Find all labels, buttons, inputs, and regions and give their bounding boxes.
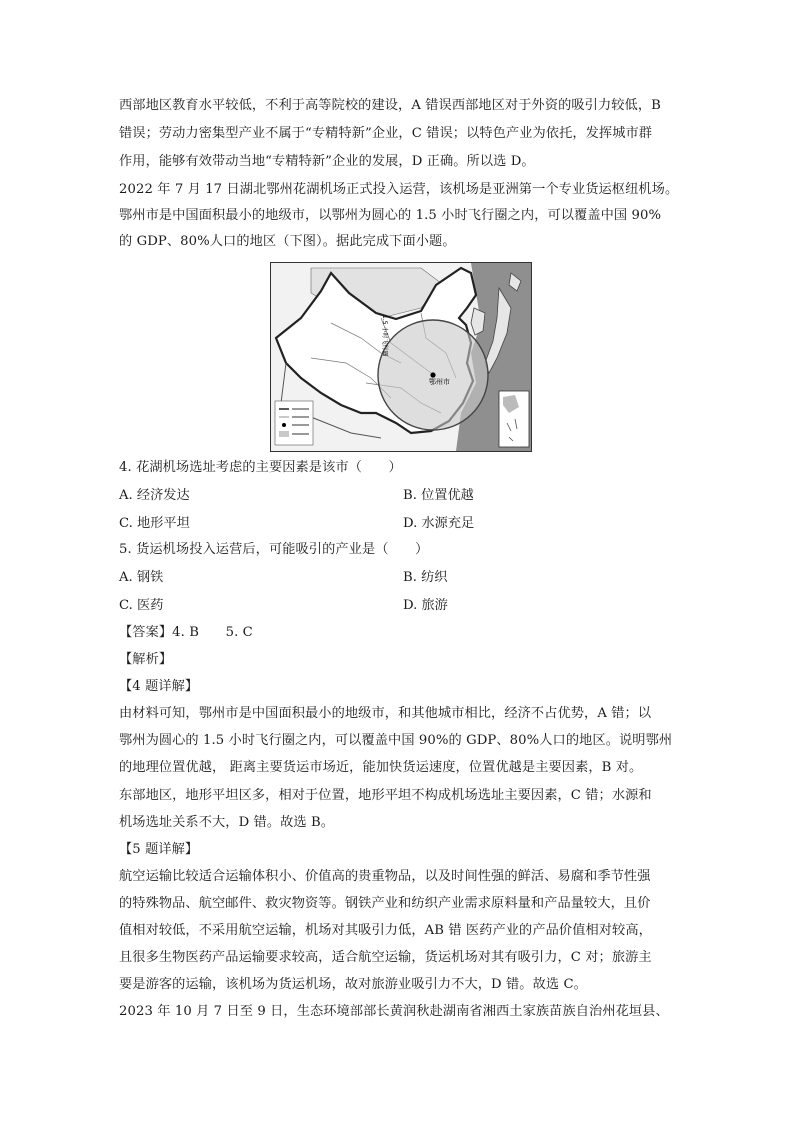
intro-line-1: 西部地区教育水平较低，不利于高等院校的建设，A 错误西部地区对于外资的吸引力较低，B — [119, 98, 661, 113]
detail-5-line-3: 值相对较低，不采用航空运输，机场对其吸引力低，AB 错 医药产业的产品价值相对较高， — [119, 923, 652, 938]
stem-line-3: 的 GDP、80%人口的地区（下图）。据此完成下面小题。 — [119, 234, 456, 249]
detail-4-line-4: 东部地区，地形平坦区多，相对于位置，地形平坦不构成机场选址主要因素，C 错；水源和 — [119, 788, 652, 803]
detail-5-line-5: 要是游客的运输，该机场为货运机场，故对旅游业吸引力不大，D 错。故选 C。 — [119, 977, 587, 992]
q4-option-c: C. 地形平坦 — [119, 516, 190, 531]
detail-4-line-2: 鄂州为圆心的 1.5 小时飞行圈之内，可以覆盖中国 90%的 GDP、80%人口的地区。说明鄂州 — [119, 733, 673, 748]
q5-option-d: D. 旅游 — [403, 598, 448, 613]
intro-line-3: 作用，能够有效带动当地“专精特新”企业的发展，D 正确。所以选 D。 — [119, 154, 535, 169]
detail-5-line-1: 航空运输比较适合运输体积小、价值高的贵重物品，以及时间性强的鲜活、易腐和季节性强 — [119, 869, 651, 884]
detail-4-line-1: 由材料可知，鄂州市是中国面积最小的地级市，和其他城市相比，经济不占优势，A 错；以 — [119, 706, 652, 721]
flight-circle-label: 1.5 小时飞行圈 — [381, 315, 388, 357]
answer-line: 【答案】4. B 5. C — [119, 625, 253, 640]
city-label: 鄂州市 — [429, 378, 450, 386]
q5-option-c: C. 医药 — [119, 598, 164, 613]
detail-5-line-2: 的特殊物品、航空邮件、救灾物资等。钢铁产业和纺织产业需求原料量和产品量较大，且价 — [119, 896, 651, 911]
q4-option-b: B. 位置优越 — [403, 488, 474, 503]
stem-line-2: 鄂州市是中国面积最小的地级市，以鄂州为圆心的 1.5 小时飞行圈之内，可以覆盖中国 90% — [119, 208, 662, 223]
analysis-heading: 【解析】 — [119, 652, 173, 667]
q4-option-d: D. 水源充足 — [403, 516, 475, 531]
detail-5-line-4: 且很多生物医药产品运输要求较高，适合航空运输，货运机场对其有吸引力，C 对；旅游主 — [119, 950, 652, 965]
detail-4-heading: 【4 题详解】 — [119, 679, 199, 694]
q5-option-b: B. 纺织 — [403, 570, 448, 585]
q4-option-a: A. 经济发达 — [119, 488, 190, 503]
china-map-svg — [271, 263, 531, 451]
q5-option-a: A. 钢铁 — [119, 570, 164, 585]
q5-question: 5. 货运机场投入运营后，可能吸引的产业是（ ） — [119, 542, 429, 557]
stem-line-1: 2022 年 7 月 17 日湖北鄂州花湖机场正式投入运营，该机场是亚洲第一个专业货运枢纽机场。 — [119, 182, 679, 197]
detail-4-line-3: 的地理位置优越， 距离主要货运市场近，能加快货运速度，位置优越是主要因素，B 对。 — [119, 760, 643, 775]
intro-line-2: 错误；劳动力密集型产业不属于“专精特新”企业，C 错误；以特色产业为依托，发挥城市群 — [119, 126, 653, 141]
q4-question: 4. 花湖机场选址考虑的主要因素是该市（ ） — [119, 460, 402, 475]
detail-4-line-5: 机场选址关系不大，D 错。故选 B。 — [119, 815, 335, 830]
china-map-figure — [270, 262, 532, 452]
next-question-line-1: 2023 年 10 月 7 日至 9 日，生态环境部部长黄润秋赴湖南省湘西土家族苗族自治州花垣县、 — [119, 1004, 669, 1019]
detail-5-heading: 【5 题详解】 — [119, 842, 199, 857]
